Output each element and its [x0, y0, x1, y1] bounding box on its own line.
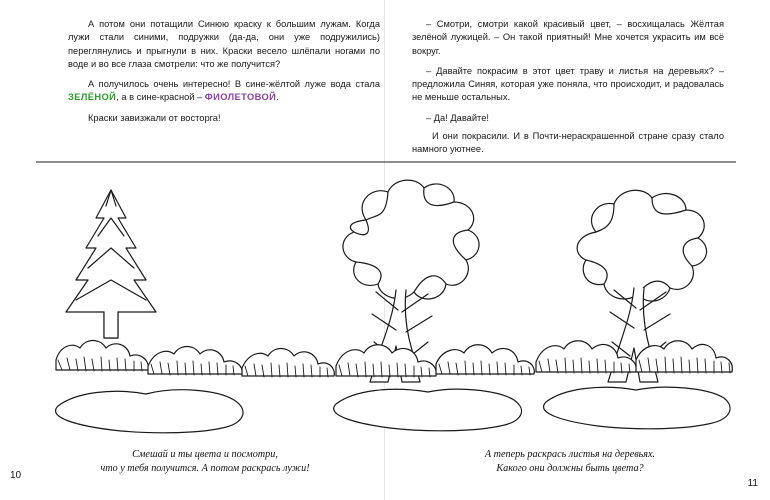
bush-row-center [336, 345, 534, 377]
caption-left-line-1: Смешай и ты цвета и посмотри, [132, 449, 278, 460]
right-text-column [412, 18, 724, 164]
puddle-center [334, 389, 522, 431]
caption-right-line-2: Какого они должны быть цвета? [496, 463, 644, 474]
caption-left [60, 448, 350, 476]
paragraph-left-3: Краски завизжали от восторга! [88, 112, 221, 123]
paragraph-left-2 [68, 78, 380, 105]
paragraph-left-2-part3: . [276, 92, 279, 103]
paragraph-right-4: И они покрасили. И в Почти-нераскрашенной стране сразу стало намного уютнее. [412, 131, 724, 155]
bush-row-left [56, 341, 334, 378]
puddle-right [544, 387, 731, 429]
page-number-left: 10 [10, 470, 22, 481]
paragraph-left-1: А потом они потащили Синюю краску к большим лужам. Когда лужи стали синими, подружки (да-да, они уже подружились) переглянулись и прыгнули в них. Краски весело шлёпали ногами по воде и во все глаза смотрели: что же получится? [68, 19, 380, 69]
page-number-right: 11 [747, 478, 758, 489]
left-text-column [68, 18, 380, 132]
paragraph-right-3: – Да! Давайте! [426, 112, 489, 123]
paragraph-right-1: – Смотри, смотри какой красивый цвет, – восхищалась Жёлтая зелёной лужицей. – Он такой приятный! Мне хочется украсить им всё вокруг. [412, 19, 724, 56]
caption-right-line-1: А теперь раскрась листья на деревьях. [484, 449, 656, 460]
fir-tree [66, 190, 156, 338]
word-violet: ФИОЛЕТОВОЙ [204, 92, 277, 103]
paragraph-right-2: – Давайте покрасим в этот цвет траву и листья на деревьях? – предложила Синяя, которая уже поняла, что происходит, и радовалась не меньше остальных. [412, 65, 724, 103]
paragraph-left-2-part1: А получилось очень интересно! В сине-жёлтой луже вода стала [88, 79, 380, 90]
word-green: ЗЕЛЁНОЙ [68, 92, 117, 103]
puddle-left [56, 390, 244, 433]
coloring-illustration [36, 160, 736, 435]
caption-left-line-2: что у тебя получится. А потом раскрась лужи! [100, 463, 310, 474]
caption-right [430, 448, 710, 476]
paragraph-left-2-part2: , а в сине-красной – [116, 92, 205, 103]
